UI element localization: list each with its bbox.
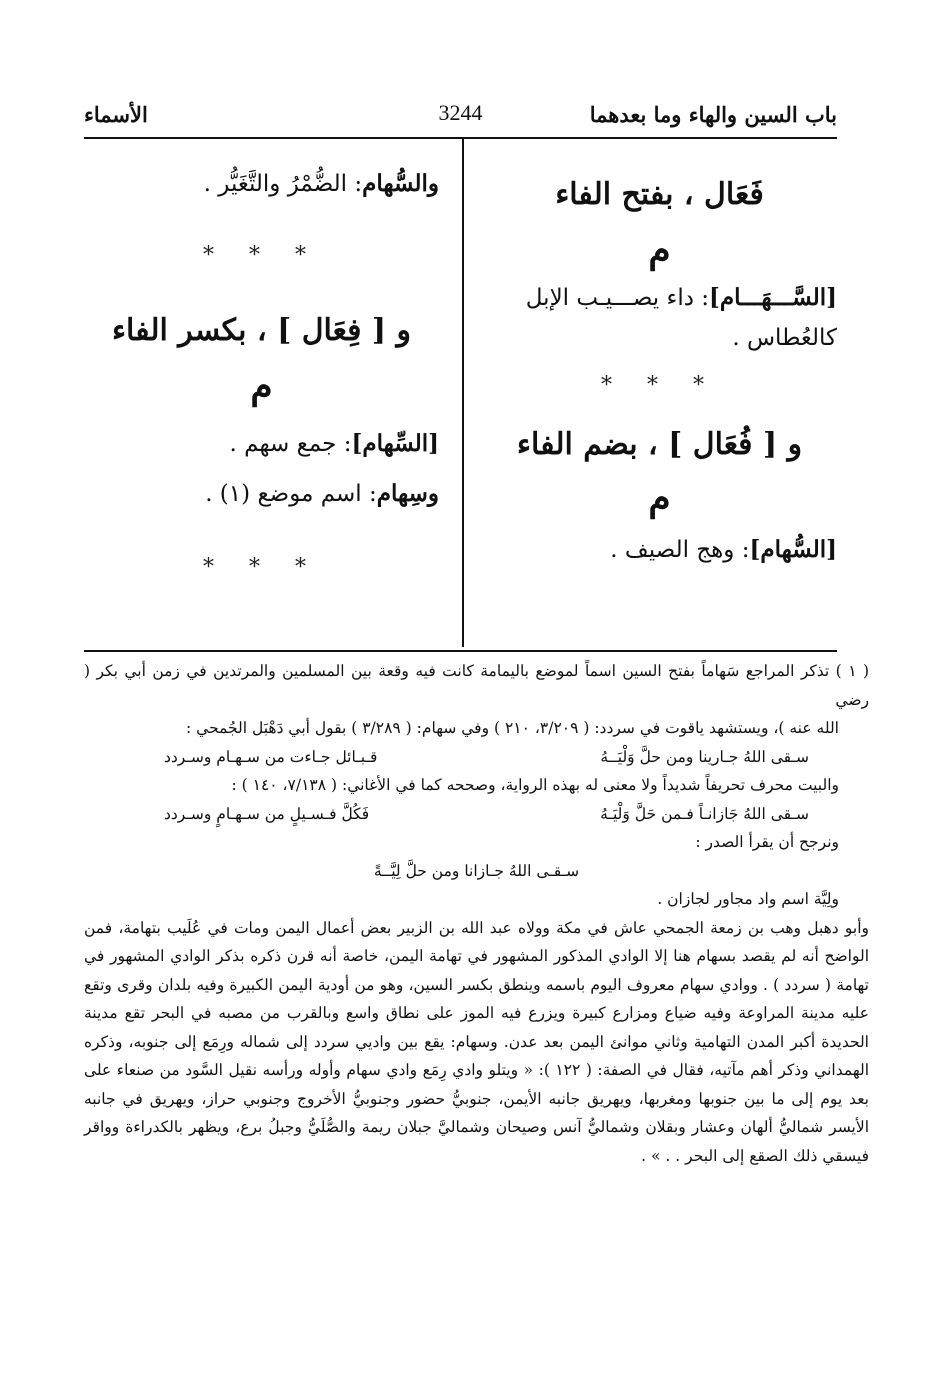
entry-definition <box>84 164 439 204</box>
footnote-paragraph: وأبو دهبل وهب بن زمعة الجمحي عاش في مكة وولاه عبد الله بن الزبير بعض أعمال اليمن ومات في عُلَيب بتهامة، فمن الواضح أنه لم يقصد بسهام هنا إلا الوادي المذكور المشهور في تهامة اليمن، خاصة أنه قرن ذكره بذكر الوادي المشهور في تهامة ( سردد ) . ووادي سهام معروف اليوم باسمه وينطق بكسر السين، وهو من أودية اليمن الكبيرة وفيه بلدان وقرى وتقع عليه مدينة المراوعة وفيه ضياع ومزارع كبيرة ويزرع فيه الموز على نطاق واسع وبالقرب من مصبه في البحر تقع مدينة الحديدة أكبر المدن التهامية وثاني موانئ اليمن بعد عدن. وسهام: يقع بين واديي سردد إلى شماله ورِمَع إلى جنوبه، وذكره الهمداني وذكر أهم مآتيه، فقال في الصفة: ( ١٢٢ ): « ويتلو وادي رِمَع وادي سهام وأوله ورأسه نقيل السَّود من صنعاء على بعد يوم إلى ما بين جنوبها ومغربها، ويهريق جانبه الأيمن، جنوبيُّ حضور وجنوبيُّ الأخروج وجنوبي حراز، ويهريق في جانبه الأيسر شماليُّ ألهان وعشار وبقلان وشماليُّ آنس وصيحان وشماليَّ جبلان ريمة والصُّلَيُّ وجبلُ برع، ويظهر بالكدراءة وواقر فيسقي ذلك الصقع إلى البحر . . » . <box>84 918 869 1165</box>
footnote-line: ونرجح أن يقرأ الصدر : <box>695 833 839 851</box>
section-separator: * * * <box>601 373 718 398</box>
entry-headword: [السَّـــهَـــام] <box>709 284 837 311</box>
column-divider <box>462 139 464 647</box>
entry-text: : جمع سهم . <box>229 431 352 457</box>
entry-continuation: كالعُطاس . <box>732 325 837 351</box>
footnote-line: الله عنه )، ويستشهد ياقوت في سردد: ( ٣/٢٠٩، ٢١٠ ) وفي سهام: ( ٣/٢٨٩ ) بقول أبي دَهْبَل الجُمحي : <box>186 719 839 737</box>
poem-verse <box>84 743 869 772</box>
footnote-rule <box>84 650 837 652</box>
left-column <box>84 150 439 588</box>
footnote-line: ولِيَّة اسم واد مجاور لجازان . <box>657 890 839 908</box>
verse-second-half: قـبـائل جـاءت من سـهـام وسـردد <box>164 747 378 766</box>
pattern-heading: و [ فُعَال ] ، بضم الفاء <box>516 427 803 462</box>
page-number: 3244 <box>438 100 483 125</box>
verse-second-half: فَكُلَّ فـسـيلٍ من سـهـامٍ وسـردد <box>164 804 370 823</box>
entry-text: : داء يصـــيـب الإبل <box>525 285 710 311</box>
entry-definition <box>482 278 837 318</box>
poem-verse <box>84 800 869 829</box>
entry-definition <box>84 474 439 514</box>
poem-verse: سـقـى اللهُ جـازانا ومن حلَّ لِيَّــةً <box>373 861 580 880</box>
footnotes <box>84 657 869 1170</box>
header-rule <box>84 137 837 139</box>
entry-headword: [السِّهام] <box>351 430 439 457</box>
section-separator: * * * <box>203 243 320 268</box>
verse-first-half: سـقى اللهُ جَازانـاً فـمن حَلَّ وَلْيَـهُ <box>600 804 809 823</box>
verse-first-half: سـقى اللهُ جـارينا ومن حلَّ وَلْيَــهُ <box>600 747 809 766</box>
entry-text: : وهج الصيف . <box>610 537 750 563</box>
entry-headword: وسِهام <box>376 480 439 507</box>
mim-marker: م <box>648 229 671 271</box>
entry-text: : الضُّمْرُ والتَّغَيُّر . <box>203 171 363 197</box>
right-column <box>482 150 837 570</box>
entry-definition <box>84 424 439 464</box>
entry-definition <box>482 530 837 570</box>
entry-text: : اسم موضع (١) . <box>205 481 377 507</box>
page-header <box>84 96 837 136</box>
mim-marker: م <box>648 477 671 519</box>
section-title: باب السين والهاء وما بعدهما <box>589 102 837 127</box>
pattern-heading: و [ فِعَال ] ، بكسر الفاء <box>111 313 412 348</box>
footnote-line: والبيت محرف تحريفاً شديداً ولا معنى له بهذه الرواية، وصححه كما في الأغاني: ( ٧/١٣٨، ١٤٠ ) : <box>231 776 839 794</box>
entry-headword: والسُّهام <box>362 170 439 197</box>
footnote-line: ( ١ ) تذكر المراجع سَهاماً بفتح السين اسماً لموضع باليمامة كانت فيه وقعة بين المسلمين والمرتدين في زمن أبي بكر ( رضي <box>84 662 870 709</box>
mim-marker: م <box>250 365 273 407</box>
entry-headword: [السُّهام] <box>749 536 837 563</box>
category-label: الأسماء <box>84 102 148 127</box>
section-separator: * * * <box>203 555 320 580</box>
pattern-heading: فَعَال ، بفتح الفاء <box>555 177 764 212</box>
